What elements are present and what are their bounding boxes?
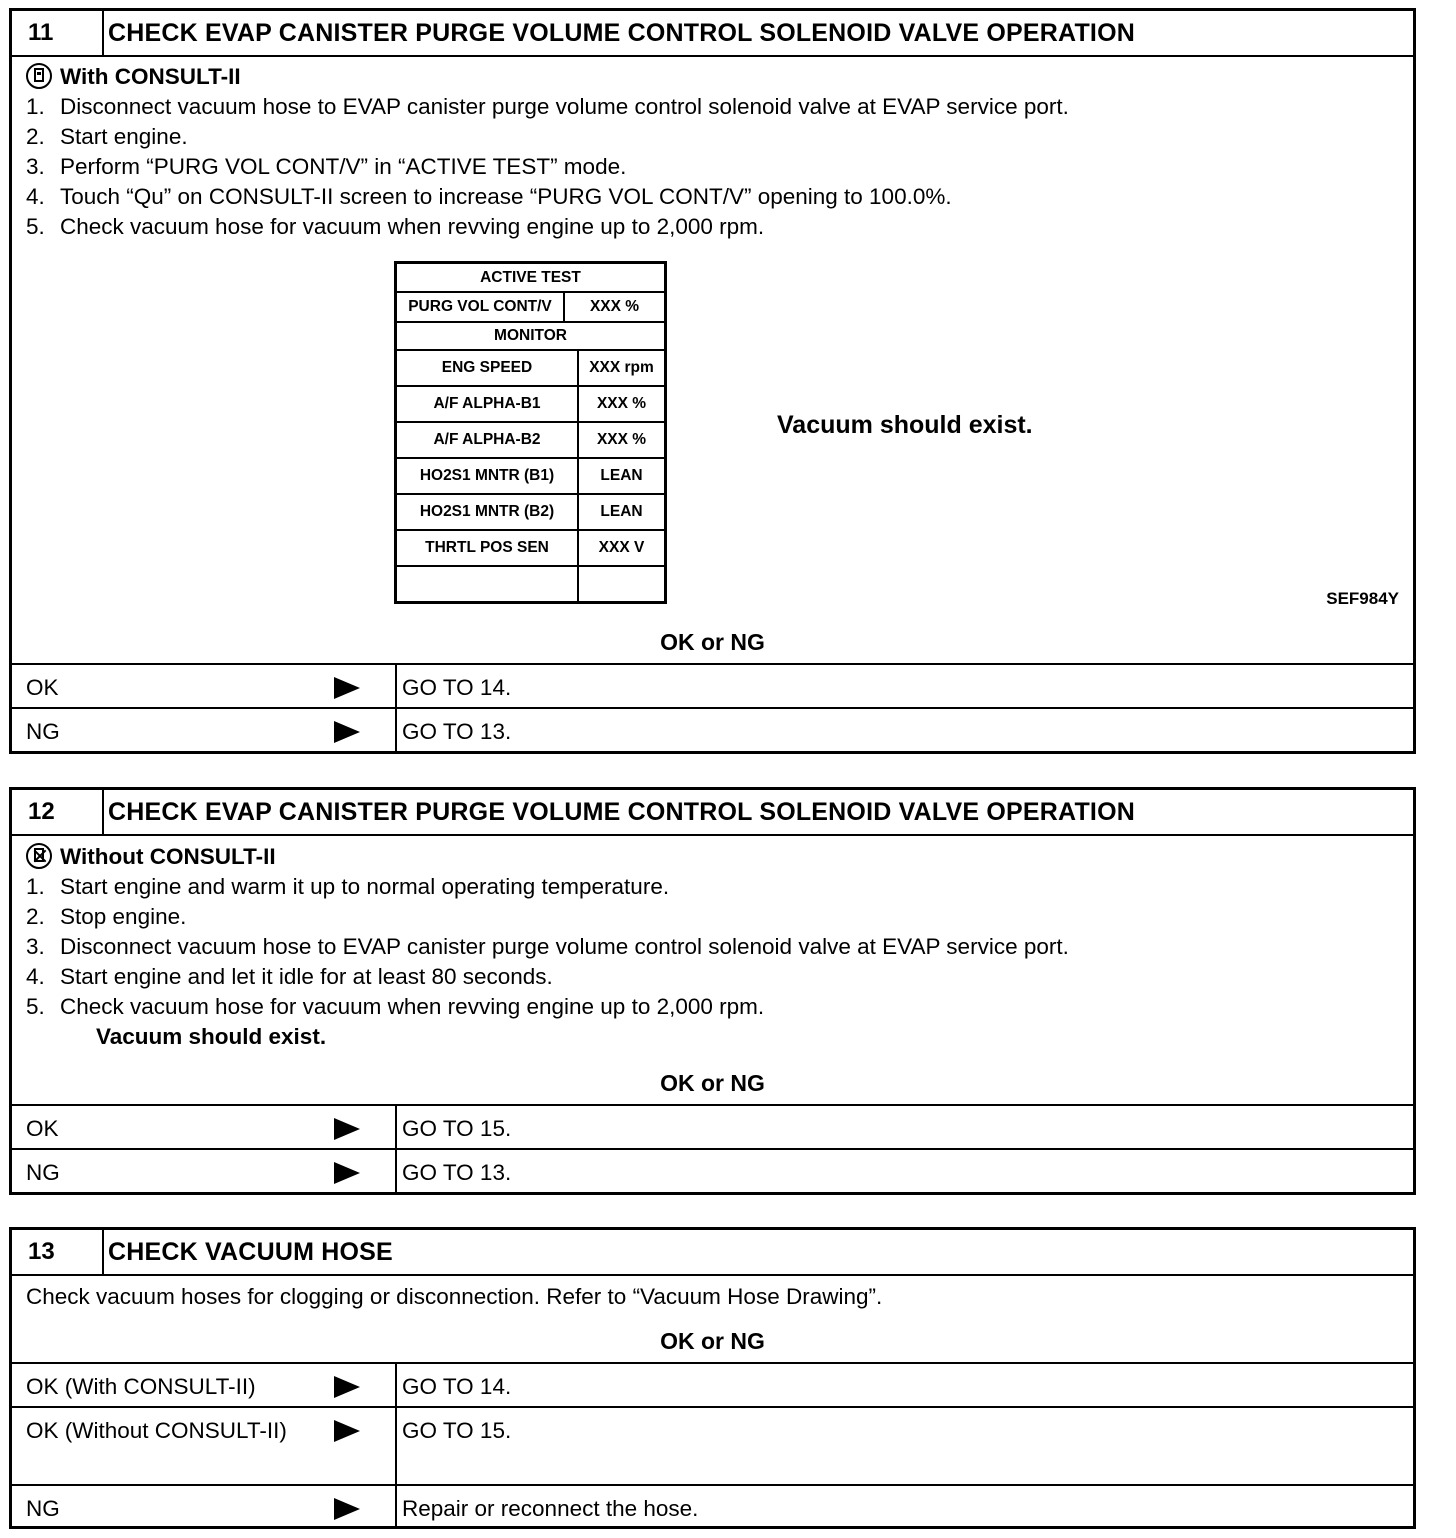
ok-or-ng-title: OK or NG — [660, 1328, 765, 1354]
screen-label — [397, 567, 577, 601]
step-11-list — [26, 92, 1069, 242]
screen-label: PURG VOL CONT/V — [408, 298, 552, 315]
screen-label: HO2S1 MNTR (B2) — [419, 503, 555, 520]
item-number: 4. — [26, 964, 45, 989]
outcome-destination: GO TO 13. — [402, 719, 512, 744]
monitor-header: MONITOR — [397, 323, 664, 351]
item-number: 3. — [26, 154, 45, 179]
item-number: 2. — [26, 904, 45, 929]
item-text: Touch “Qu” on CONSULT-II screen to increase “PURG VOL CONT/V” opening to 100.0%. — [60, 184, 952, 209]
step-13-header — [12, 1230, 1413, 1276]
screen-row — [397, 293, 664, 323]
list-item — [26, 902, 1069, 932]
item-number: 5. — [26, 994, 45, 1019]
screen-row — [397, 495, 664, 531]
outcome-destination: GO TO 14. — [402, 675, 512, 700]
screen-value: XXX rpm — [577, 351, 664, 385]
screen-label: A/F ALPHA-B2 — [433, 431, 541, 448]
outcome-row-ng — [12, 707, 1413, 753]
outcome-row-ok — [12, 663, 1413, 707]
with-consult-heading — [26, 62, 1069, 92]
screen-value: XXX % — [577, 423, 664, 457]
item-number: 4. — [26, 184, 45, 209]
item-text: Start engine and let it idle for at least 80 seconds. — [60, 964, 553, 989]
screen-row — [397, 351, 664, 387]
list-item — [26, 992, 1069, 1022]
screen-label: ENG SPEED — [441, 359, 533, 376]
list-item — [26, 182, 1069, 212]
item-number: 3. — [26, 934, 45, 959]
screen-row — [397, 531, 664, 567]
no-consult-tester-icon — [26, 843, 52, 869]
item-text: Disconnect vacuum hose to EVAP canister purge volume control solenoid valve at EVAP service port. — [60, 934, 1069, 959]
screen-value — [577, 567, 664, 601]
step-12-block — [9, 787, 1416, 1195]
item-number: 1. — [26, 94, 45, 119]
screen-value: XXX V — [577, 531, 664, 565]
step-12-instructions — [26, 842, 1069, 1052]
vacuum-result-text: Vacuum should exist. — [96, 1024, 327, 1049]
screen-label: HO2S1 MNTR (B1) — [419, 467, 555, 484]
outcome-row-ok — [12, 1104, 1413, 1148]
screen-value: LEAN — [577, 459, 664, 493]
vacuum-result-text: Vacuum should exist. — [777, 411, 1033, 439]
screen-value: XXX % — [563, 293, 664, 321]
step-11-instructions — [26, 62, 1069, 242]
outcome-destination: GO TO 15. — [402, 1418, 512, 1443]
step-12-list — [26, 872, 1069, 1022]
item-number: 1. — [26, 874, 45, 899]
without-consult-heading — [26, 842, 1069, 872]
arrow-right-icon — [334, 677, 360, 699]
list-item — [26, 872, 1069, 902]
outcome-row-ok-with-consult — [12, 1362, 1413, 1406]
item-text: Start engine and warm it up to normal operating temperature. — [60, 874, 670, 899]
outcome-label: NG — [26, 1160, 60, 1185]
step-number: 12 — [12, 790, 104, 834]
list-item — [26, 122, 1069, 152]
step-number: 13 — [12, 1230, 104, 1274]
arrow-right-icon — [334, 1162, 360, 1184]
outcome-destination: GO TO 14. — [402, 1374, 512, 1399]
list-item — [26, 92, 1069, 122]
subheading-text: Without CONSULT-II — [60, 844, 276, 869]
ok-or-ng-title: OK or NG — [660, 629, 765, 655]
outcome-destination: GO TO 15. — [402, 1116, 512, 1141]
arrow-right-icon — [334, 1420, 360, 1442]
outcome-row-ng — [12, 1148, 1413, 1194]
step-13-instruction: Check vacuum hoses for clogging or disconnection. Refer to “Vacuum Hose Drawing”. — [26, 1284, 883, 1309]
consult-active-test-screen — [394, 261, 667, 604]
consult-tester-icon — [26, 63, 52, 89]
outcome-row-ng — [12, 1484, 1413, 1528]
item-text: Start engine. — [60, 124, 188, 149]
step-title: CHECK VACUUM HOSE — [108, 1238, 393, 1266]
screen-value: XXX % — [577, 387, 664, 421]
outcome-label: OK — [26, 1116, 59, 1141]
outcome-row-ok-without-consult — [12, 1406, 1413, 1484]
arrow-right-icon — [334, 721, 360, 743]
outcome-label: NG — [26, 1496, 60, 1521]
ok-or-ng-title: OK or NG — [660, 1070, 765, 1096]
step-11-block — [9, 8, 1416, 754]
step-title: CHECK EVAP CANISTER PURGE VOLUME CONTROL SOLENOID VALVE OPERATION — [108, 798, 1135, 826]
screen-header: ACTIVE TEST — [397, 264, 664, 293]
outcome-label: NG — [26, 719, 60, 744]
item-text: Disconnect vacuum hose to EVAP canister purge volume control solenoid valve at EVAP service port. — [60, 94, 1069, 119]
screen-row — [397, 387, 664, 423]
step-number: 11 — [12, 11, 104, 55]
arrow-right-icon — [334, 1376, 360, 1398]
arrow-right-icon — [334, 1498, 360, 1520]
outcome-label: OK — [26, 675, 59, 700]
step-11-header — [12, 11, 1413, 57]
step-title: CHECK EVAP CANISTER PURGE VOLUME CONTROL SOLENOID VALVE OPERATION — [108, 19, 1135, 47]
arrow-right-icon — [334, 1118, 360, 1140]
outcome-label: OK (Without CONSULT-II) — [26, 1418, 287, 1443]
screen-label: THRTL POS SEN — [425, 539, 549, 556]
list-item — [26, 932, 1069, 962]
outcome-destination: Repair or reconnect the hose. — [402, 1496, 699, 1521]
item-number: 2. — [26, 124, 45, 149]
item-number: 5. — [26, 214, 45, 239]
subheading-text: With CONSULT-II — [60, 64, 241, 89]
step-12-header — [12, 790, 1413, 836]
item-text: Perform “PURG VOL CONT/V” in “ACTIVE TEST” mode. — [60, 154, 627, 179]
item-text: Check vacuum hose for vacuum when revving engine up to 2,000 rpm. — [60, 214, 765, 239]
screen-value: LEAN — [577, 495, 664, 529]
list-item — [26, 962, 1069, 992]
outcome-label: OK (With CONSULT-II) — [26, 1374, 256, 1399]
screen-row-empty — [397, 567, 664, 601]
item-text: Check vacuum hose for vacuum when revving engine up to 2,000 rpm. — [60, 994, 765, 1019]
step-13-block — [9, 1227, 1416, 1529]
screen-row — [397, 459, 664, 495]
list-item — [26, 212, 1069, 242]
screen-label: A/F ALPHA-B1 — [433, 395, 541, 412]
figure-id: SEF984Y — [1326, 589, 1399, 608]
item-text: Stop engine. — [60, 904, 187, 929]
list-item — [26, 152, 1069, 182]
screen-row — [397, 423, 664, 459]
outcome-destination: GO TO 13. — [402, 1160, 512, 1185]
